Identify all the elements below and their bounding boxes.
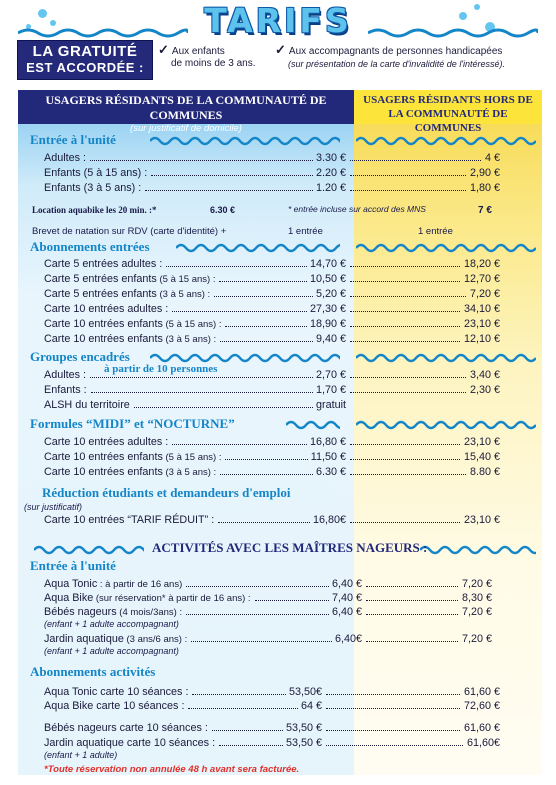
wave-decoration	[420, 545, 536, 555]
leader-dots	[350, 160, 481, 161]
leader-dots	[326, 730, 460, 731]
aquabike-note: * entrée incluse sur accord des MNS	[288, 204, 426, 214]
nonresident-price: 7,20 €	[461, 578, 492, 590]
row-label: Aqua Tonic carte 10 séances :	[44, 686, 189, 698]
nonresident-price: 12,70 €	[463, 273, 500, 285]
resident-subtitle: (sur justificatif de domicile)	[130, 123, 242, 134]
brevet-nonres: 1 entrée	[418, 226, 453, 237]
row-sublabel: (5 à 15 ans) :	[162, 319, 222, 330]
leader-dots	[218, 522, 310, 523]
resident-price: 9,40 €	[315, 333, 346, 345]
check-icon: ✓	[158, 42, 169, 57]
leader-dots	[220, 341, 313, 342]
resident-price: 2.20 €	[315, 167, 346, 179]
section-act-entree: Entrée à l'unité	[30, 558, 116, 573]
row-label: Carte 10 entrées enfants	[44, 466, 163, 478]
leader-dots	[350, 326, 460, 327]
tariff-row-label	[44, 303, 168, 315]
leader-dots	[366, 586, 458, 587]
nonresident-price: 61,60 €	[463, 686, 500, 698]
row-sublabel: (4 mois/3ans) :	[116, 607, 183, 618]
section-act-abonnements: Abonnements activités	[30, 664, 156, 679]
free-item-children-l2: de moins de 3 ans.	[171, 58, 256, 69]
leader-dots	[326, 708, 460, 709]
tariff-row-label	[44, 451, 221, 463]
leader-dots	[255, 600, 329, 601]
resident-price: 2,70 €	[315, 369, 346, 381]
resident-price: 1,70 €	[315, 384, 346, 396]
resident-header	[18, 90, 354, 134]
leader-dots	[225, 459, 307, 460]
free-item-caregivers-l1: Aux accompagnants de personnes handicapées	[288, 46, 503, 57]
nonresident-price: 15,40 €	[463, 451, 500, 463]
leader-dots	[366, 641, 458, 642]
wave-decoration	[176, 243, 340, 253]
row-label: Carte 10 entrées enfants	[44, 451, 163, 463]
resident-price: 6,40 €	[331, 578, 362, 590]
tariff-row-label	[44, 369, 86, 381]
row-sublabel: (5 à 15 ans) :	[162, 452, 222, 463]
footnote: *Toute réservation non annulée 48 h avant sera facturée.	[44, 764, 300, 775]
wave-decoration	[356, 243, 536, 253]
wave-decoration	[286, 420, 340, 430]
row-label: Carte 5 entrées enfants	[44, 273, 157, 285]
resident-price: 6,40€	[334, 633, 362, 645]
resident-price: 10,50 €	[309, 273, 346, 285]
leader-dots	[366, 600, 458, 601]
row-sublabel: (5 à 15 ans) :	[156, 274, 216, 285]
aquabike-label: Location aquabike les 20 min. :*	[32, 205, 157, 215]
leader-dots	[186, 614, 329, 615]
leader-dots	[188, 708, 298, 709]
resident-price: 6,40 €	[331, 606, 362, 618]
leader-dots	[90, 160, 313, 161]
tariff-row-label	[44, 152, 86, 164]
page-header	[0, 0, 556, 40]
row-label: Enfants (3 à 5 ans) :	[44, 182, 142, 194]
tariff-row-label	[44, 578, 182, 590]
free-item-children-l1: Aux enfants	[171, 46, 225, 57]
row-label: Enfants (5 à 15 ans) :	[44, 167, 148, 179]
wave-decoration	[34, 545, 144, 555]
row-label: Carte 10 entrées adultes :	[44, 436, 169, 448]
leader-dots	[350, 459, 460, 460]
wave-decoration	[150, 353, 340, 363]
row-label: Carte 10 entrées enfants	[44, 333, 163, 345]
wave-decoration	[150, 136, 340, 146]
leader-dots	[350, 474, 466, 475]
leader-dots	[91, 392, 313, 393]
tariff-row-label	[44, 258, 162, 270]
leader-dots	[134, 407, 313, 408]
leader-dots	[219, 281, 307, 282]
nonresident-price: 7,20 €	[461, 606, 492, 618]
tariff-row-label	[44, 606, 182, 618]
aquabike-res: 6.30 €	[210, 205, 236, 215]
check-icon: ✓	[275, 42, 286, 57]
brevet-label: Brevet de natation sur RDV (carte d'identité) +	[32, 226, 227, 237]
leader-dots	[145, 190, 313, 191]
row-label: Carte 10 entrées “TARIF RÉDUIT” :	[44, 514, 215, 526]
nonresident-column	[354, 90, 542, 775]
row-sublabel: (sur réservation* à partir de 16 ans) :	[93, 593, 251, 604]
row-label: Adultes :	[44, 152, 87, 164]
free-item-caregivers	[275, 44, 505, 70]
tariff-row-label	[44, 633, 187, 645]
resident-title: USAGERS RÉSIDANTS DE LA COMMUNAUTÉ DE COMMUNES	[45, 93, 327, 122]
nonresident-price: 3,40 €	[469, 369, 500, 381]
tariff-row-label	[44, 700, 184, 712]
resident-price: 16,80€	[312, 514, 346, 526]
nonresident-title-l1: USAGERS RÉSIDANTS HORS DE	[363, 94, 533, 106]
row-sublabel: : à partir de 16 ans)	[97, 579, 183, 590]
nonresident-price: 72,60 €	[463, 700, 500, 712]
leader-dots	[326, 745, 463, 746]
nonresident-price: 23,10 €	[463, 318, 500, 330]
leader-dots	[350, 444, 460, 445]
page-title: TARIFS	[204, 1, 352, 40]
row-sublabel: (3 à 5 ans) :	[162, 467, 217, 478]
nonresident-title-l2: LA COMMUNAUTÉ DE COMMUNES	[388, 108, 508, 134]
resident-price: 53,50 €	[285, 737, 322, 749]
wave-decoration	[356, 420, 536, 430]
nonresident-price: 23,10 €	[463, 514, 500, 526]
activity-note: (enfant + 1 adulte accompagnant)	[44, 646, 179, 656]
leader-dots	[191, 641, 332, 642]
nonresident-price: 1,80 €	[469, 182, 500, 194]
row-label: Aqua Bike carte 10 séances :	[44, 700, 185, 712]
tariff-row-label	[44, 436, 168, 448]
row-label: Jardin aquatique	[44, 633, 124, 645]
section-abonnements: Abonnements entrées	[30, 239, 150, 254]
leader-dots	[366, 614, 458, 615]
nonresident-price: 8,30 €	[461, 592, 492, 604]
aquabike-nonres: 7 €	[478, 205, 492, 216]
row-label: Adultes :	[44, 369, 87, 381]
nonresident-price: 8.80 €	[469, 466, 500, 478]
leader-dots	[350, 281, 460, 282]
tariff-row-label	[44, 333, 216, 345]
tariff-row-label	[44, 466, 216, 478]
row-label: Aqua Tonic	[44, 578, 98, 590]
activity-note: (enfant + 1 adulte)	[44, 750, 118, 760]
activity-note: (enfant + 1 adulte accompagnant)	[44, 619, 179, 629]
nonresident-price: 34,10 €	[463, 303, 500, 315]
section-formules: Formules “MIDI” et “NOCTURNE”	[30, 416, 235, 431]
row-sublabel: (3 ans/6 ans) :	[123, 634, 188, 645]
leader-dots	[219, 745, 283, 746]
leader-dots	[151, 175, 313, 176]
leader-dots	[350, 377, 466, 378]
leader-dots	[172, 444, 307, 445]
nonresident-price: 2,90 €	[469, 167, 500, 179]
nonresident-price: 7,20 €	[461, 633, 492, 645]
leader-dots	[350, 392, 466, 393]
resident-price: 6.30 €	[315, 466, 346, 478]
leader-dots	[166, 266, 307, 267]
tariff-row-label	[44, 737, 215, 749]
leader-dots	[350, 296, 466, 297]
free-item-caregivers-l2: (sur présentation de la carte d'invalidité de l'intéressé).	[288, 59, 506, 69]
nonresident-price: 23,10 €	[463, 436, 500, 448]
row-label: Bébés nageurs	[44, 606, 117, 618]
nonresident-price: 7,20 €	[469, 288, 500, 300]
leader-dots	[350, 266, 460, 267]
leader-dots	[350, 175, 466, 176]
row-label: Carte 10 entrées enfants	[44, 318, 163, 330]
resident-price: 7,40 €	[331, 592, 362, 604]
tariff-row-label	[44, 318, 221, 330]
nonresident-price: 61,60€	[466, 737, 500, 749]
tariff-row-label	[44, 167, 147, 179]
row-label: Carte 10 entrées adultes :	[44, 303, 169, 315]
leader-dots	[350, 190, 466, 191]
resident-price: 53,50 €	[285, 722, 322, 734]
leader-dots	[212, 730, 283, 731]
resident-price: 16,80 €	[309, 436, 346, 448]
reduction-note: (sur justificatif)	[24, 502, 83, 512]
row-label: Enfants :	[44, 384, 87, 396]
resident-price: 14,70 €	[309, 258, 346, 270]
resident-price: 64 €	[300, 700, 322, 712]
resident-price: 27,30 €	[309, 303, 346, 315]
section-activites: ACTIVITÉS AVEC LES MAÎTRES NAGEURS :	[152, 540, 428, 555]
brevet-res: 1 entrée	[288, 226, 323, 237]
resident-price: gratuit	[315, 399, 346, 411]
free-box-line2: EST ACCORDÉE :	[26, 60, 144, 75]
nonresident-header	[354, 90, 542, 134]
resident-price: 1.20 €	[315, 182, 346, 194]
resident-price: 18,90 €	[309, 318, 346, 330]
free-box-line1: LA GRATUITÉ	[32, 43, 138, 60]
leader-dots	[172, 311, 307, 312]
row-label: ALSH du territoire	[44, 399, 130, 411]
leader-dots	[350, 522, 460, 523]
leader-dots	[350, 341, 460, 342]
tariff-row-label	[44, 384, 87, 396]
leader-dots	[192, 694, 286, 695]
tariff-row-label	[44, 722, 208, 734]
row-label: Bébés nageurs carte 10 séances :	[44, 722, 208, 734]
free-access-box	[17, 40, 153, 80]
leader-dots	[350, 311, 460, 312]
tariff-row-label	[44, 288, 210, 300]
leader-dots	[326, 694, 460, 695]
row-label: Carte 5 entrées adultes :	[44, 258, 163, 270]
wave-decoration	[356, 353, 536, 363]
row-label: Jardin aquatique carte 10 séances :	[44, 737, 216, 749]
tariff-row-label	[44, 686, 188, 698]
tariff-row-label	[44, 399, 130, 411]
leader-dots	[220, 474, 313, 475]
leader-dots	[225, 326, 307, 327]
row-sublabel: (3 à 5 ans) :	[156, 289, 211, 300]
tariff-row-label	[44, 592, 251, 604]
section-entree: Entrée à l'unité	[30, 132, 116, 147]
row-sublabel: (3 à 5 ans) :	[162, 334, 217, 345]
groupes-note: à partir de 10 personnes	[104, 363, 218, 375]
tariff-row-label	[44, 273, 215, 285]
resident-price: 53,50€	[288, 686, 322, 698]
row-label: Carte 5 entrées enfants	[44, 288, 157, 300]
resident-price: 11,50 €	[310, 451, 346, 463]
nonresident-price: 4 €	[484, 152, 500, 164]
tariff-row-label	[44, 514, 214, 526]
free-item-children	[158, 44, 256, 70]
nonresident-price: 61,60 €	[463, 722, 500, 734]
nonresident-price: 2,30 €	[469, 384, 500, 396]
section-groupes: Groupes encadrés	[30, 349, 130, 364]
tariff-row-label	[44, 182, 141, 194]
section-reduction: Réduction étudiants et demandeurs d'emploi	[30, 485, 330, 502]
leader-dots	[214, 296, 313, 297]
leader-dots	[90, 377, 313, 378]
wave-decoration	[356, 136, 536, 146]
row-label: Aqua Bike	[44, 592, 94, 604]
resident-price: 5,20 €	[315, 288, 346, 300]
nonresident-price: 12,10 €	[463, 333, 500, 345]
resident-price: 3.30 €	[315, 152, 346, 164]
nonresident-price: 18,20 €	[463, 258, 500, 270]
leader-dots	[186, 586, 329, 587]
